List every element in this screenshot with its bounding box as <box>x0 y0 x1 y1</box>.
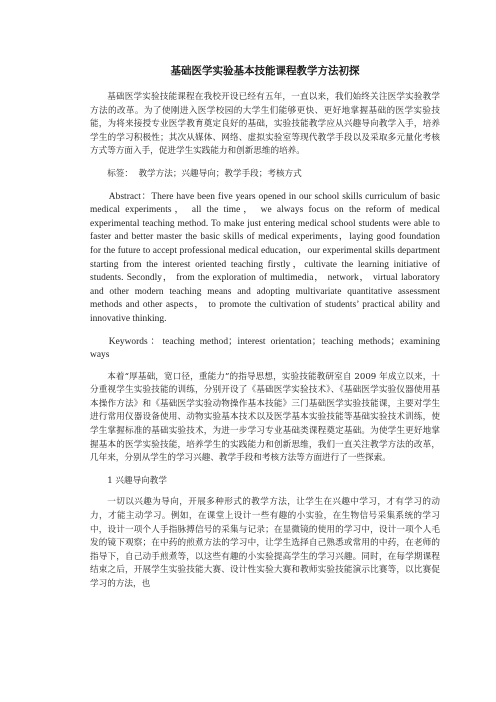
spacer <box>90 466 440 475</box>
spacer <box>90 488 440 496</box>
chinese-abstract: 基础医学实验技能课程在我校开设已经有五年，一直以来，我们始终关注医学实验教学方法的改革。为了使刚进入医学校园的大学生们能够更快、更好地掌握基础的医学实验技能，为将来接授专业医学教育奠定良好的基础，实验技能教学应从兴趣导向教学入手，培养学生的学习积极性；其次从媒体、网络、虚拟实验室等现代教学手段以及采取多元量化考核方式等方面入手，促进学生实践能力和创新思维的培养。 <box>90 92 440 157</box>
spacer <box>90 159 440 168</box>
keywords-text: 教学方法；兴趣导向；教学手段；考核方式 <box>138 168 302 179</box>
english-keywords: Keywords：teaching method；interest orientation；teaching methods；examining ways <box>90 336 440 361</box>
spacer <box>90 182 440 191</box>
spacer <box>90 363 440 371</box>
introduction-paragraph: 本着“厚基础，宽口径，重能力”的指导思想，实验技能教研室自 2009 年成立以来，十分重视学生实验技能的训练，分别开设了《基础医学实验技术》、《基础医学实验仪器使用基本操作方法》和《基础医学实验动物操作基本技能》三门基础医学实验技能课，主要对学生进行常用仪器设备使用、动物实验基本技术以及医学基本实验技能等基础实验技术训练，使学生掌握标准的基础实验技术，为进一步学习专业基础类课程奠定基础。为使学生更好地掌握基本的医学实验技能，培养学生的实践能力和创新思维，我们一直关注教学方法的改革，几年来，分别从学生的学习兴趣、教学手段和考核方法等方面进行了一些探索。 <box>90 371 440 464</box>
spacer <box>90 327 440 336</box>
chinese-keywords <box>90 168 440 182</box>
english-abstract: Abstract：There have been five years opened in our school skills curriculum of basic medical experiments， all the time， we always focus on the reform of medical experimental teaching method. To make just entering medical school students were able to faster and better master the basic skills of medical experiments，laying good foundation for the future to accept professional medical education，our experimental skills department starting from the interest oriented teaching firstly，cultivate the learning initiative of students. Secondly， from the exploration of multimedia， network， virtual laboratory and other modern teaching means and adopting multivariate quantitative assessment methods and other aspects， to promote the cultivation of students’ practical ability and innovative thinking. <box>90 191 440 324</box>
section-1-heading: 1 兴趣导向教学 <box>107 475 167 486</box>
keywords-label: 标签： <box>107 168 133 179</box>
section-1-body: 一切以兴趣为导向，开展多种形式的教学方法，让学生在兴趣中学习，才有学习的动力，才能主动学习。例如，在课堂上设计一些有趣的小实验，在生物信号采集系统的学习中，设计一项个人手指脉搏信号的采集与记录；在显微镜的使用的学习中，设计一项个人毛发的镜下观察；在中药的煎煮方法的学习中，让学生选择自己熟悉或常用的中药，在老师的指导下，自己动手煎煮等，以这些有趣的小实验提高学生的学习兴趣。同时，在每学期课程结束之后，开展学生实验技能大赛、设计性实验大赛和教师实验技能演示比赛等，以比赛促学习的方法，也 <box>90 497 440 589</box>
paper-title: 基础医学实验基本技能课程教学方法初探 <box>170 65 360 77</box>
